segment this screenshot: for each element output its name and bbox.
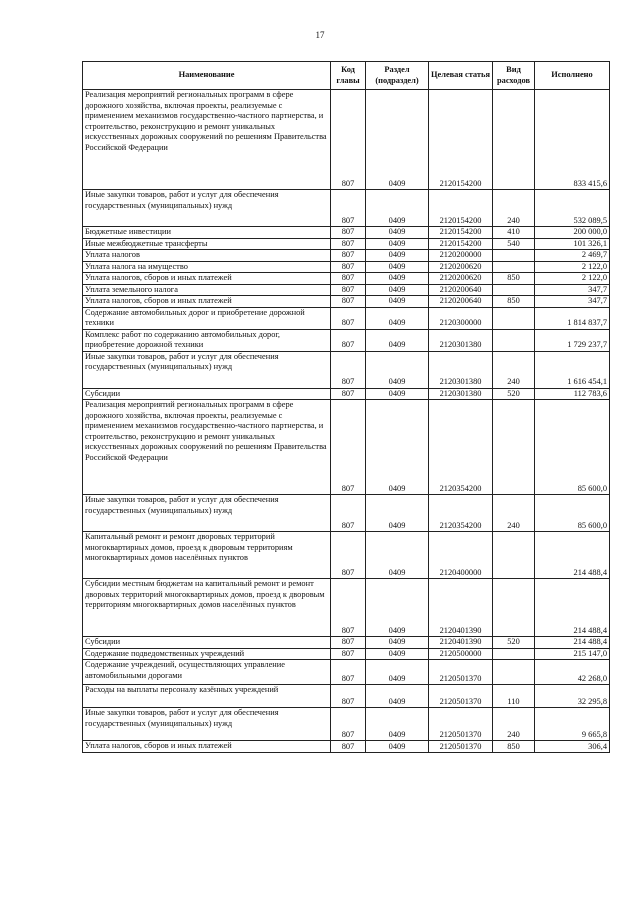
table-cell-executed: 200 000,0	[535, 227, 610, 239]
table-cell-expense-type	[493, 400, 535, 495]
table-cell-section: 0409	[366, 351, 429, 388]
table-cell-chapter: 807	[331, 388, 366, 400]
column-header-section: Раздел (подраздел)	[366, 62, 429, 90]
table-row	[83, 238, 610, 250]
table-row	[83, 307, 610, 329]
table-cell-article: 2120200000	[429, 250, 493, 262]
table-header-row	[83, 62, 610, 90]
column-header-name: Наименование	[83, 62, 331, 90]
table-cell-expense-type: 540	[493, 238, 535, 250]
table-cell-name: Иные закупки товаров, работ и услуг для обеспечения государственных (муниципальных) нужд	[83, 708, 331, 741]
table-cell-section: 0409	[366, 400, 429, 495]
table-cell-article: 2120501370	[429, 741, 493, 753]
table-cell-executed: 101 326,1	[535, 238, 610, 250]
table-row	[83, 495, 610, 532]
table-cell-name: Уплата налогов, сборов и иных платежей	[83, 741, 331, 753]
table-cell-expense-type: 240	[493, 351, 535, 388]
table-cell-article: 2120300000	[429, 307, 493, 329]
table-cell-executed: 9 665,8	[535, 708, 610, 741]
table-cell-article: 2120301380	[429, 351, 493, 388]
table-row	[83, 660, 610, 685]
table-cell-chapter: 807	[331, 250, 366, 262]
table-row	[83, 227, 610, 239]
table-cell-expense-type: 520	[493, 637, 535, 649]
table-cell-executed: 32 295,8	[535, 685, 610, 708]
table-cell-name: Капитальный ремонт и ремонт дворовых территорий многоквартирных домов, проезд к дворовым территориям многоквартирных домов населённых пунктов	[83, 532, 331, 579]
table-cell-expense-type	[493, 90, 535, 190]
table-cell-chapter: 807	[331, 351, 366, 388]
table-cell-article: 2120154200	[429, 190, 493, 227]
table-cell-section: 0409	[366, 741, 429, 753]
table-cell-executed: 833 415,6	[535, 90, 610, 190]
table-cell-name: Уплата налогов, сборов и иных платежей	[83, 296, 331, 308]
table-cell-section: 0409	[366, 261, 429, 273]
table-cell-name: Бюджетные инвестиции	[83, 227, 331, 239]
table-cell-section: 0409	[366, 238, 429, 250]
table-row	[83, 532, 610, 579]
table-cell-article: 2120354200	[429, 495, 493, 532]
table-cell-expense-type: 520	[493, 388, 535, 400]
table-cell-name: Реализация мероприятий региональных программ в сфере дорожного хозяйства, включая проекты, реализуемые с применением механизмов государственно-частного партнерства, и строительство, реконструкцию и ремонт уникальных искусственных дорожных сооружений по решениям Правительства Российской Федерации	[83, 400, 331, 495]
table-body	[83, 90, 610, 753]
table-cell-executed: 214 488,4	[535, 532, 610, 579]
column-header-expense-type: Вид расходов	[493, 62, 535, 90]
table-cell-executed: 532 089,5	[535, 190, 610, 227]
table-cell-name: Субсидии	[83, 637, 331, 649]
table-cell-article: 2120401390	[429, 637, 493, 649]
table-row	[83, 296, 610, 308]
table-cell-chapter: 807	[331, 400, 366, 495]
table-cell-name: Уплата налогов, сборов и иных платежей	[83, 273, 331, 285]
table-cell-section: 0409	[366, 284, 429, 296]
table-cell-chapter: 807	[331, 685, 366, 708]
table-cell-article: 2120154200	[429, 227, 493, 239]
table-cell-expense-type	[493, 579, 535, 637]
table-row	[83, 648, 610, 660]
table-cell-article: 2120501370	[429, 660, 493, 685]
table-cell-article: 2120200620	[429, 273, 493, 285]
table-cell-name: Иные закупки товаров, работ и услуг для обеспечения государственных (муниципальных) нужд	[83, 190, 331, 227]
page-number: 17	[315, 30, 325, 40]
table-cell-executed: 214 488,4	[535, 637, 610, 649]
column-header-executed: Исполнено	[535, 62, 610, 90]
table-cell-section: 0409	[366, 227, 429, 239]
table-cell-article: 2120200640	[429, 296, 493, 308]
table-cell-chapter: 807	[331, 495, 366, 532]
table-cell-name: Иные закупки товаров, работ и услуг для обеспечения государственных (муниципальных) нужд	[83, 495, 331, 532]
table-cell-expense-type	[493, 250, 535, 262]
table-cell-chapter: 807	[331, 238, 366, 250]
table-cell-name: Субсидии	[83, 388, 331, 400]
table-row	[83, 329, 610, 351]
table-cell-section: 0409	[366, 495, 429, 532]
table-cell-article: 2120501370	[429, 708, 493, 741]
table-cell-section: 0409	[366, 190, 429, 227]
table-cell-chapter: 807	[331, 284, 366, 296]
table-cell-section: 0409	[366, 660, 429, 685]
table-cell-section: 0409	[366, 388, 429, 400]
table-cell-chapter: 807	[331, 708, 366, 741]
table-cell-executed: 1 729 237,7	[535, 329, 610, 351]
table-cell-expense-type: 110	[493, 685, 535, 708]
table-cell-executed: 347,7	[535, 296, 610, 308]
table-cell-executed: 1 616 454,1	[535, 351, 610, 388]
table-cell-chapter: 807	[331, 329, 366, 351]
table-cell-chapter: 807	[331, 307, 366, 329]
table-cell-section: 0409	[366, 532, 429, 579]
table-row	[83, 261, 610, 273]
table-cell-expense-type	[493, 307, 535, 329]
table-cell-section: 0409	[366, 648, 429, 660]
table-cell-expense-type: 850	[493, 273, 535, 285]
table-cell-executed: 2 122,0	[535, 273, 610, 285]
table-cell-section: 0409	[366, 90, 429, 190]
table-cell-name: Расходы на выплаты персоналу казённых учреждений	[83, 685, 331, 708]
table-cell-chapter: 807	[331, 741, 366, 753]
table-cell-expense-type	[493, 648, 535, 660]
table-cell-name: Содержание автомобильных дорог и приобретение дорожной техники	[83, 307, 331, 329]
table-cell-chapter: 807	[331, 532, 366, 579]
table-cell-executed: 215 147,0	[535, 648, 610, 660]
table-cell-article: 2120400000	[429, 532, 493, 579]
table-cell-article: 2120401390	[429, 579, 493, 637]
table-row	[83, 284, 610, 296]
table-cell-expense-type: 240	[493, 708, 535, 741]
table-cell-name: Содержание подведомственных учреждений	[83, 648, 331, 660]
table-cell-executed: 85 600,0	[535, 400, 610, 495]
table-row	[83, 351, 610, 388]
table-cell-chapter: 807	[331, 296, 366, 308]
table-cell-name: Уплата налога на имущество	[83, 261, 331, 273]
table-cell-expense-type: 240	[493, 190, 535, 227]
table-cell-executed: 2 469,7	[535, 250, 610, 262]
table-cell-name: Содержание учреждений, осуществляющих управление автомобильными дорогами	[83, 660, 331, 685]
table-cell-section: 0409	[366, 637, 429, 649]
table-cell-chapter: 807	[331, 273, 366, 285]
table-cell-name: Уплата земельного налога	[83, 284, 331, 296]
table-cell-executed: 306,4	[535, 741, 610, 753]
table-cell-article: 2120154200	[429, 238, 493, 250]
table-cell-name: Реализация мероприятий региональных программ в сфере дорожного хозяйства, включая проекты, реализуемые с применением механизмов государственно-частного партнерства, и строительство, реконструкцию и ремонт уникальных искусственных дорожных сооружений по решениям Правительства Российской Федерации	[83, 90, 331, 190]
table-row	[83, 400, 610, 495]
table-cell-section: 0409	[366, 296, 429, 308]
table-cell-chapter: 807	[331, 190, 366, 227]
table-cell-chapter: 807	[331, 637, 366, 649]
table-cell-executed: 112 783,6	[535, 388, 610, 400]
table-cell-section: 0409	[366, 579, 429, 637]
table-cell-article: 2120500000	[429, 648, 493, 660]
budget-table	[82, 61, 610, 753]
table-cell-section: 0409	[366, 708, 429, 741]
table-row	[83, 250, 610, 262]
column-header-chapter: Код главы	[331, 62, 366, 90]
table-cell-chapter: 807	[331, 90, 366, 190]
table-row	[83, 388, 610, 400]
table-cell-name: Иные закупки товаров, работ и услуг для обеспечения государственных (муниципальных) нужд	[83, 351, 331, 388]
table-row	[83, 90, 610, 190]
table-row	[83, 708, 610, 741]
table-cell-executed: 347,7	[535, 284, 610, 296]
table-cell-name: Комплекс работ по содержанию автомобильных дорог, приобретение дорожной техники	[83, 329, 331, 351]
table-row	[83, 190, 610, 227]
table-cell-name: Иные межбюджетные трансферты	[83, 238, 331, 250]
table-cell-section: 0409	[366, 307, 429, 329]
table-row	[83, 637, 610, 649]
table-cell-executed: 1 814 837,7	[535, 307, 610, 329]
table-cell-expense-type: 410	[493, 227, 535, 239]
table-cell-article: 2120301380	[429, 329, 493, 351]
table-row	[83, 273, 610, 285]
table-cell-expense-type: 850	[493, 296, 535, 308]
table-cell-name: Субсидии местным бюджетам на капитальный ремонт и ремонт дворовых территорий многоквартирных домов, проезд к дворовым территориям многоквартирных домов населённых пунктов	[83, 579, 331, 637]
table-cell-section: 0409	[366, 273, 429, 285]
table-cell-article: 2120200640	[429, 284, 493, 296]
table-cell-executed: 214 488,4	[535, 579, 610, 637]
table-cell-chapter: 807	[331, 660, 366, 685]
table-cell-article: 2120154200	[429, 90, 493, 190]
table-cell-chapter: 807	[331, 261, 366, 273]
table-cell-expense-type	[493, 532, 535, 579]
table-cell-section: 0409	[366, 685, 429, 708]
table-row	[83, 579, 610, 637]
table-row	[83, 741, 610, 753]
table-cell-expense-type: 240	[493, 495, 535, 532]
table-cell-expense-type	[493, 261, 535, 273]
table-cell-executed: 2 122,0	[535, 261, 610, 273]
table-cell-name: Уплата налогов	[83, 250, 331, 262]
table-cell-expense-type: 850	[493, 741, 535, 753]
column-header-article: Целевая статья	[429, 62, 493, 90]
table-cell-article: 2120501370	[429, 685, 493, 708]
table-cell-section: 0409	[366, 329, 429, 351]
table-cell-executed: 85 600,0	[535, 495, 610, 532]
table-cell-expense-type	[493, 329, 535, 351]
table-cell-article: 2120354200	[429, 400, 493, 495]
table-cell-article: 2120301380	[429, 388, 493, 400]
table-cell-chapter: 807	[331, 648, 366, 660]
table-cell-executed: 42 268,0	[535, 660, 610, 685]
table-cell-section: 0409	[366, 250, 429, 262]
table-cell-chapter: 807	[331, 579, 366, 637]
table-cell-article: 2120200620	[429, 261, 493, 273]
table-cell-expense-type	[493, 660, 535, 685]
table-cell-chapter: 807	[331, 227, 366, 239]
table-cell-expense-type	[493, 284, 535, 296]
table-row	[83, 685, 610, 708]
